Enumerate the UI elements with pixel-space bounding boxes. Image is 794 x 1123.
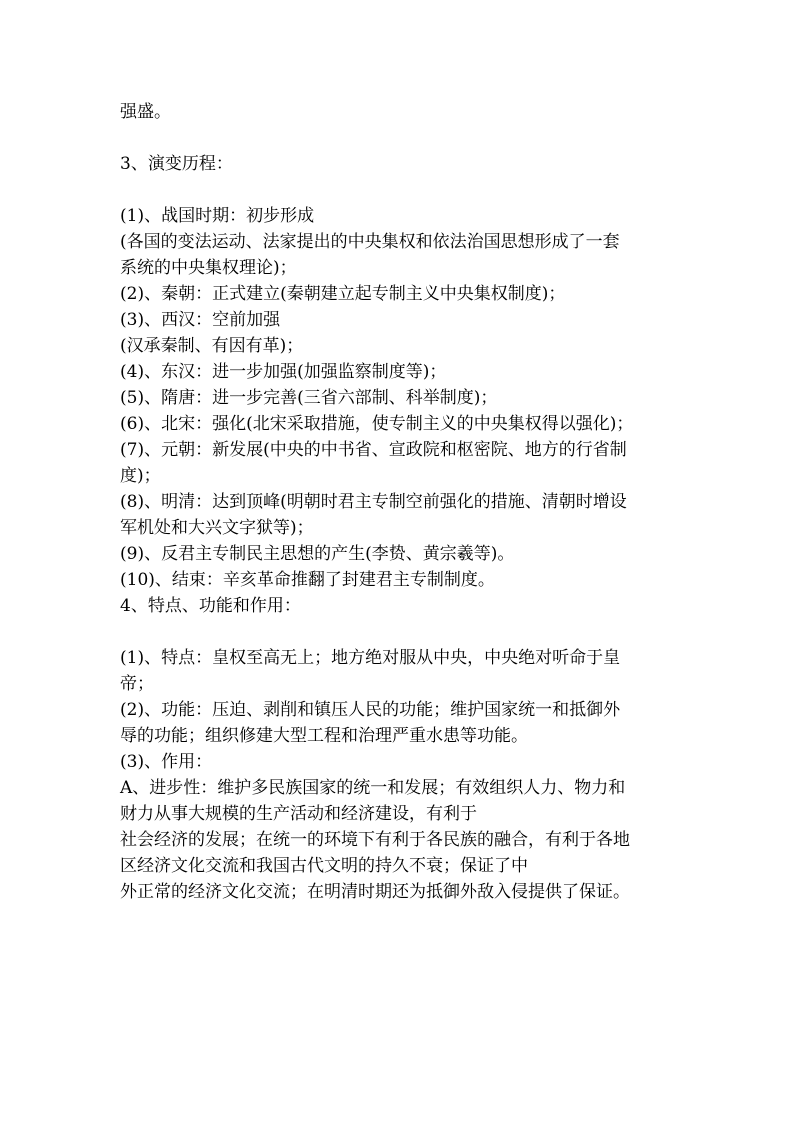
blank-line: [120, 619, 680, 645]
list-item: (3)、西汉：空前加强: [120, 310, 281, 330]
list-item: (1)、战国时期：初步形成: [120, 206, 315, 226]
section-heading: 3、演变历程：: [120, 154, 233, 174]
list-item: (2)、秦朝：正式建立(秦朝建立起专制主义中央集权制度)；: [120, 284, 566, 304]
blank-line: [120, 177, 680, 203]
list-item: (10)、结束：辛亥革命推翻了封建君主专制制度。: [120, 570, 495, 590]
document-body: [120, 99, 680, 905]
text-line: 强盛。: [120, 102, 171, 122]
list-item: A、进步性：维护多民族国家的统一和发展；有效组织人力、物力和: [120, 778, 626, 798]
list-item: (2)、功能：压迫、剥削和镇压人民的功能；维护国家统一和抵御外: [120, 700, 621, 720]
list-item: (5)、隋唐：进一步完善(三省六部制、科举制度)；: [120, 388, 498, 408]
list-item: (7)、元朝：新发展(中央的中书省、宣政院和枢密院、地方的行省制: [120, 440, 627, 460]
text-line: (各国的变法运动、法家提出的中央集权和依法治国思想形成了一套: [120, 232, 620, 252]
list-item: (1)、特点：皇权至高无上；地方绝对服从中央，中央绝对听命于皇: [120, 648, 621, 668]
blank-line: [120, 125, 680, 151]
text-line: 财力从事大规模的生产活动和经济建设，有利于: [120, 804, 477, 824]
section-heading: 4、特点、功能和作用：: [120, 596, 301, 616]
list-item: (6)、北宋：强化(北宋采取措施，使专制主义的中央集权得以强化)；: [120, 414, 634, 434]
list-item: (8)、明清：达到顶峰(明朝时君主专制空前强化的措施、清朝时增设: [120, 492, 627, 512]
list-item: (9)、反君主专制民主思想的产生(李贽、黄宗羲等)。: [120, 544, 515, 564]
text-line: 军机处和大兴文字狱等)；: [120, 518, 314, 538]
text-line: 区经济文化交流和我国古代文明的持久不衰；保证了中: [120, 856, 528, 876]
list-item: (3)、作用：: [120, 752, 213, 772]
text-line: 系统的中央集权理论)；: [120, 258, 297, 278]
list-item: (4)、东汉：进一步加强(加强监察制度等)；: [120, 362, 447, 382]
text-line: 外正常的经济文化交流；在明清时期还为抵御外敌入侵提供了保证。: [120, 882, 630, 902]
text-line: 帝；: [120, 674, 154, 694]
text-line: 度)；: [120, 466, 161, 486]
text-line: 社会经济的发展；在统一的环境下有利于各民族的融合，有利于各地: [120, 830, 630, 850]
text-line: 辱的功能；组织修建大型工程和治理严重水患等功能。: [120, 726, 528, 746]
text-line: (汉承秦制、有因有革)；: [120, 336, 304, 356]
